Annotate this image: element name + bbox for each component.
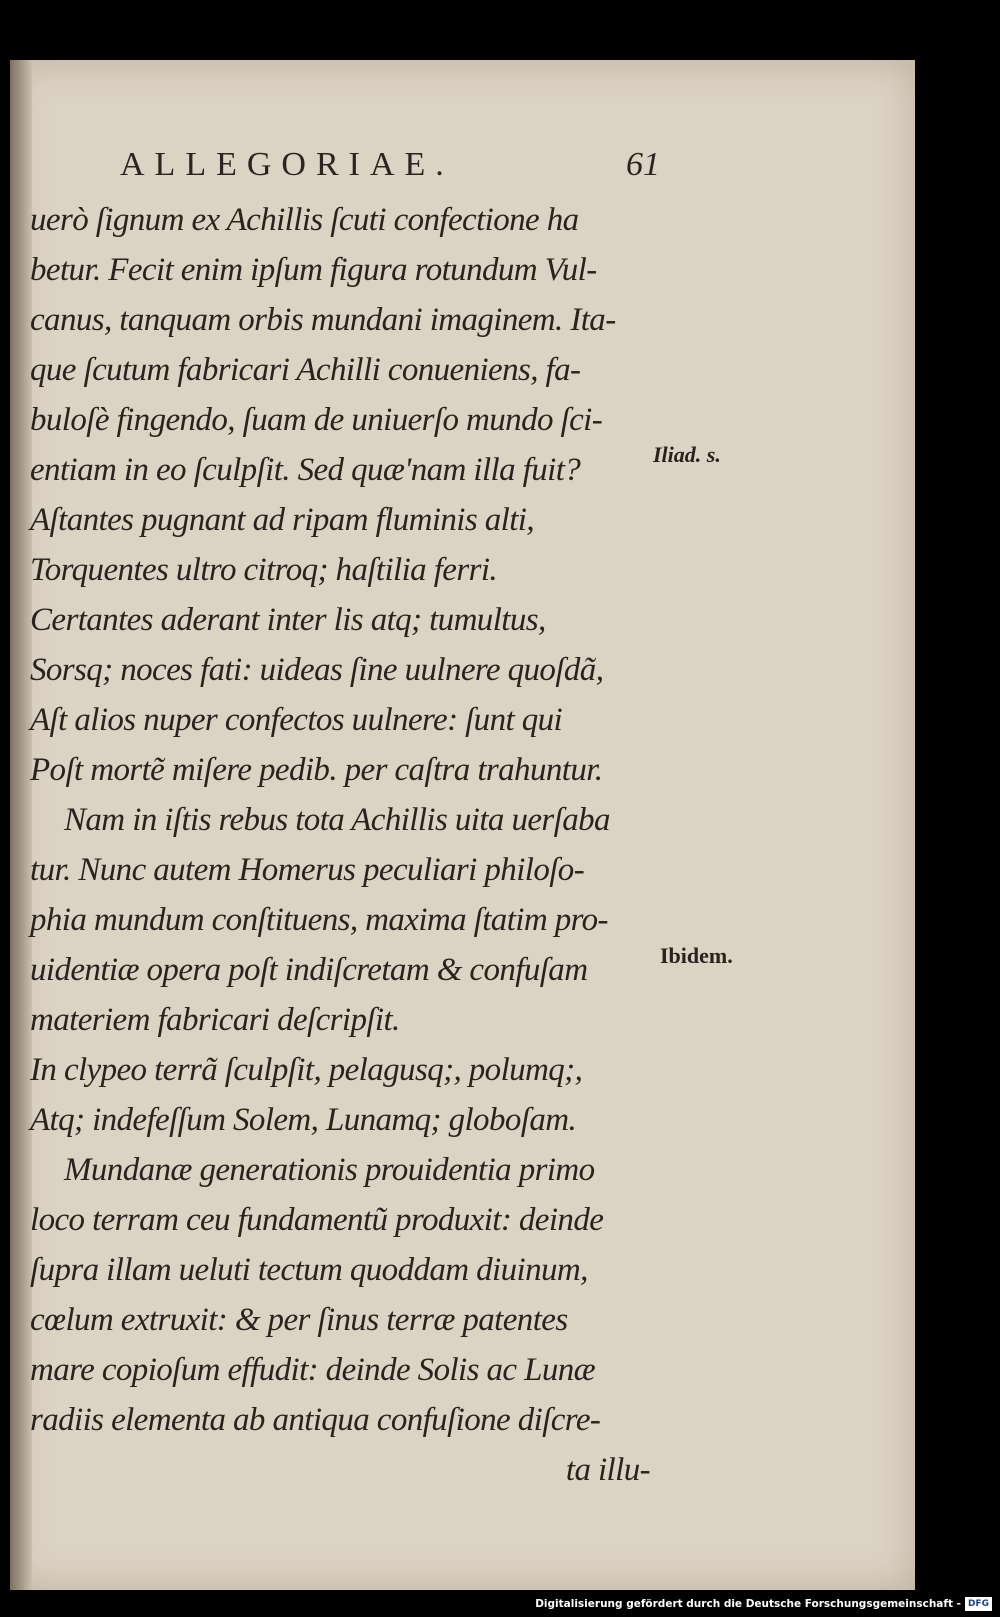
- catchword: ta illu-: [565, 1452, 650, 1488]
- book-page: [10, 60, 915, 1590]
- dfg-logo: DFG: [965, 1597, 992, 1611]
- text-line: entiam in eo ſculpſit. Sed quæ'nam illa fuit?: [30, 452, 581, 488]
- body-text: [30, 195, 670, 1495]
- text-line: mare copioſum effudit: deinde Solis ac Lunæ: [30, 1352, 596, 1388]
- text-line: uidentiæ opera poſt indiſcretam & confuſam: [30, 952, 588, 988]
- text-line: buloſè fingendo, ſuam de uniuerſo mundo ſci-: [30, 402, 603, 438]
- margin-note-iliad: Iliad. s.: [653, 442, 721, 467]
- verse-line: Aſtantes pugnant ad ripam fluminis alti,: [30, 502, 535, 538]
- text-line: betur. Fecit enim ipſum figura rotundum Vul-: [30, 252, 597, 288]
- text-line: Nam in iſtis rebus tota Achillis uita uerſaba: [64, 802, 610, 838]
- text-line: ſupra illam ueluti tectum quoddam diuinum,: [30, 1252, 588, 1288]
- text-line: canus, tanquam orbis mundani imaginem. Ita-: [30, 302, 616, 338]
- verse-line: Torquentes ultro citroq; haſtilia ferri.: [30, 552, 498, 588]
- margin-note-ibidem: Ibidem.: [660, 943, 733, 968]
- text-line: tur. Nunc autem Homerus peculiari philoſo-: [30, 852, 585, 888]
- verse-line: Sorsq; noces fati: uideas ſine uulnere quoſdã,: [30, 652, 604, 688]
- verse-line: Poſt mortẽ miſere pedib. per caſtra trahuntur.: [30, 752, 603, 788]
- running-head: ALLEGORIAE.: [120, 146, 454, 183]
- text-line: uerò ſignum ex Achillis ſcuti confectione ha: [30, 202, 579, 238]
- footer-credit: Digitalisierung gefördert durch die Deutsche Forschungsgemeinschaft -: [535, 1598, 961, 1610]
- digitization-footer: [535, 1596, 992, 1612]
- text-line: radiis elementa ab antiqua confuſione diſcre-: [30, 1402, 601, 1438]
- text-line: Mundanæ generationis prouidentia primo: [64, 1152, 595, 1188]
- page-number: 61: [626, 146, 660, 183]
- page-gutter: [10, 60, 32, 1590]
- text-line: materiem fabricari deſcripſit.: [30, 1002, 400, 1038]
- verse-line: Certantes aderant inter lis atq; tumultus,: [30, 602, 546, 638]
- text-line: que ſcutum fabricari Achilli conueniens, fa-: [30, 352, 581, 388]
- text-line: phia mundum conſtituens, maxima ſtatim pro-: [30, 902, 608, 938]
- page-header: [120, 146, 660, 186]
- verse-line: Atq; indefeſſum Solem, Lunamq; globoſam.: [30, 1102, 577, 1138]
- verse-line: In clypeo terrã ſculpſit, pelagusq;, polumq;,: [30, 1052, 583, 1088]
- text-line: loco terram ceu fundamentũ produxit: deinde: [30, 1202, 604, 1238]
- verse-line: Aſt alios nuper confectos uulnere: ſunt qui: [30, 702, 563, 738]
- text-line: cœlum extruxit: & per ſinus terræ patentes: [30, 1302, 568, 1338]
